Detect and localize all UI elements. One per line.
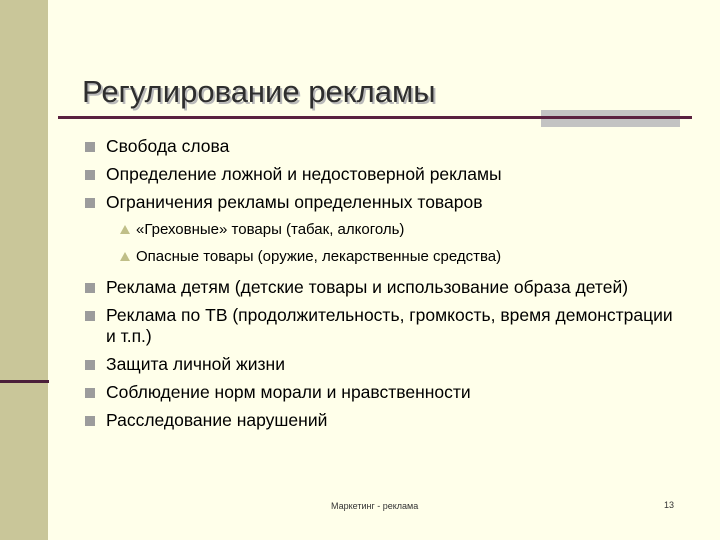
square-bullet-icon bbox=[85, 360, 95, 370]
bullet-text: Ограничения рекламы определенных товаров bbox=[106, 192, 483, 212]
sidebar-band bbox=[0, 0, 48, 540]
square-bullet-icon bbox=[85, 388, 95, 398]
bullet-text: Расследование нарушений bbox=[106, 410, 328, 430]
square-bullet-icon bbox=[85, 198, 95, 208]
bullet-item bbox=[82, 382, 682, 403]
bullet-text: Защита личной жизни bbox=[106, 354, 285, 374]
bullet-text: Реклама детям (детские товары и использование образа детей) bbox=[106, 277, 629, 297]
triangle-bullet-icon bbox=[120, 225, 130, 234]
sub-bullet-item bbox=[82, 247, 682, 266]
sub-bullet-item bbox=[82, 220, 682, 239]
bullet-list bbox=[82, 136, 682, 438]
sidebar-rule bbox=[0, 380, 49, 383]
footer-text: Маркетинг - реклама bbox=[331, 501, 419, 511]
bullet-text: Соблюдение норм морали и нравственности bbox=[106, 382, 471, 402]
square-bullet-icon bbox=[85, 311, 95, 321]
sub-bullet-text: Опасные товары (оружие, лекарственные средства) bbox=[136, 248, 502, 265]
bullet-item bbox=[82, 164, 682, 185]
bullet-item bbox=[82, 277, 682, 298]
bullet-item bbox=[82, 354, 682, 375]
bullet-text: Свобода слова bbox=[106, 136, 230, 156]
bullet-item bbox=[82, 410, 682, 431]
square-bullet-icon bbox=[85, 416, 95, 426]
sub-bullet-text: «Греховные» товары (табак, алкоголь) bbox=[136, 221, 405, 238]
bullet-text: Реклама по ТВ (продолжительность, громкость, время демонстрации и т.п.) bbox=[106, 305, 673, 346]
title-rule bbox=[58, 116, 692, 119]
page-number: 13 bbox=[664, 500, 675, 510]
triangle-bullet-icon bbox=[120, 252, 130, 261]
square-bullet-icon bbox=[85, 283, 95, 293]
slide-title: Регулирование рекламы bbox=[82, 74, 436, 109]
square-bullet-icon bbox=[85, 142, 95, 152]
square-bullet-icon bbox=[85, 170, 95, 180]
bullet-item bbox=[82, 136, 682, 157]
bullet-item bbox=[82, 192, 682, 213]
bullet-text: Определение ложной и недостоверной рекламы bbox=[106, 164, 502, 184]
bullet-item bbox=[82, 305, 682, 347]
